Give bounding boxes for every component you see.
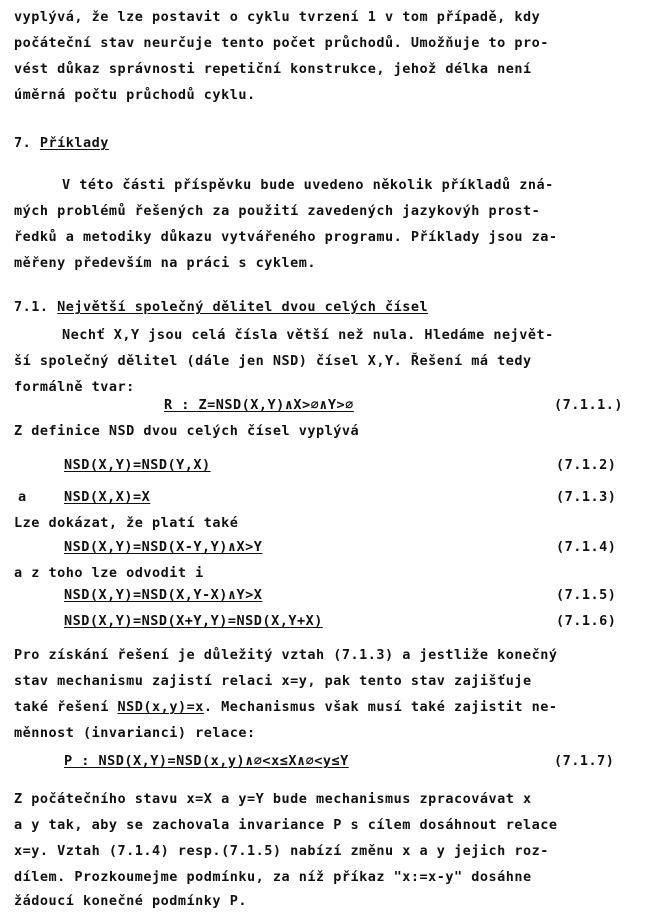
subsection-title: Největší společný dělitel dvou celých čísel — [57, 299, 429, 315]
equation: NSD(X,Y)=NSD(X,Y-X)∧Y>X — [64, 587, 263, 603]
text-span: také řešení — [14, 699, 118, 715]
text-line: V této části příspěvku bude uvedeno několik příkladů zná- — [62, 177, 554, 193]
text-line: stav mechanismu zajistí relaci x=y, pak tento stav zajišťuje — [14, 673, 532, 689]
text-line: měnnost (invarianci) relace: — [14, 725, 256, 741]
text-line: ší společný dělitel (dále jen NSD) čísel X,Y. Řešení má tedy — [14, 353, 532, 369]
equation-label: (7.1.4) — [556, 539, 617, 555]
text-line: a — [18, 489, 27, 505]
text-line: a z toho lze odvodit i — [14, 565, 204, 581]
equation-label: (7.1.5) — [556, 587, 617, 603]
text-line: ředků a metodiky důkazu vytvářeného programu. Příklady jsou za- — [14, 229, 558, 245]
equation: NSD(X,Y)=NSD(Y,X) — [64, 457, 211, 473]
equation-label: (7.1.3) — [556, 489, 617, 505]
equation-label: (7.1.7) — [554, 753, 615, 769]
text-line: dílem. Prozkoumejme podmínku, za níž příkaz "x:=x-y" dosáhne — [14, 869, 532, 885]
text-line: počáteční stav neurčuje tento počet průchodů. Umožňuje to pro- — [14, 35, 549, 51]
equation-label: (7.1.2) — [556, 457, 617, 473]
section-number: 7. — [14, 135, 32, 151]
section-title: Příklady — [39, 135, 109, 151]
text-line: žádoucí konečné podmínky P. — [14, 893, 247, 909]
text-line: Nechť X,Y jsou celá čísla větší než nula. Hledáme největ- — [62, 327, 554, 343]
text-line: vyplývá, že lze postavit o cyklu tvrzení 1 v tom případě, kdy — [14, 9, 541, 25]
text-line: a y tak, aby se zachovala invariance P s cílem dosáhnout relace — [14, 817, 558, 833]
text-line: Pro získání řešení je důležitý vztah (7.1.3) a jestliže konečný — [14, 647, 558, 663]
text-line: mých problémů řešených za použití zavedených jazykovýh prost- — [14, 203, 541, 219]
subsection-heading — [14, 298, 428, 316]
equation: NSD(X,Y)=NSD(X+Y,Y)=NSD(X,Y+X) — [64, 613, 323, 629]
text-line: Lze dokázat, že platí také — [14, 515, 239, 531]
equation-label: (7.1.1.) — [554, 397, 624, 413]
text-span: . Mechanismus však musí také zajistit ne- — [203, 699, 558, 715]
text-line: vést důkaz správnosti repetiční konstrukce, jehož délka není — [14, 61, 532, 77]
text-line — [14, 698, 558, 716]
text-line: úměrná počtu průchodů cyklu. — [14, 87, 256, 103]
equation: NSD(X,Y)=NSD(X-Y,Y)∧X>Y — [64, 539, 263, 555]
text-line: formálně tvar: — [14, 379, 135, 395]
inline-equation: NSD(x,y)=x — [117, 699, 204, 715]
text-line: měřeny především na práci s cyklem. — [14, 255, 316, 271]
section-heading — [14, 134, 109, 152]
equation: NSD(X,X)=X — [64, 489, 151, 505]
text-line: x=y. Vztah (7.1.4) resp.(7.1.5) nabízí změnu x a y jejich roz- — [14, 843, 549, 859]
equation-p: P : NSD(X,Y)=NSD(x,y)∧∅<x≤X∧∅<y≤Y — [64, 753, 349, 769]
text-line: Z definice NSD dvou celých čísel vyplývá — [14, 423, 360, 439]
text-line: Z počátečního stavu x=X a y=Y bude mechanismus zpracovávat x — [14, 791, 532, 807]
equation-label: (7.1.6) — [556, 613, 617, 629]
subsection-number: 7.1. — [14, 299, 49, 315]
equation-r: R : Z=NSD(X,Y)∧X>∅∧Y>∅ — [164, 397, 354, 413]
